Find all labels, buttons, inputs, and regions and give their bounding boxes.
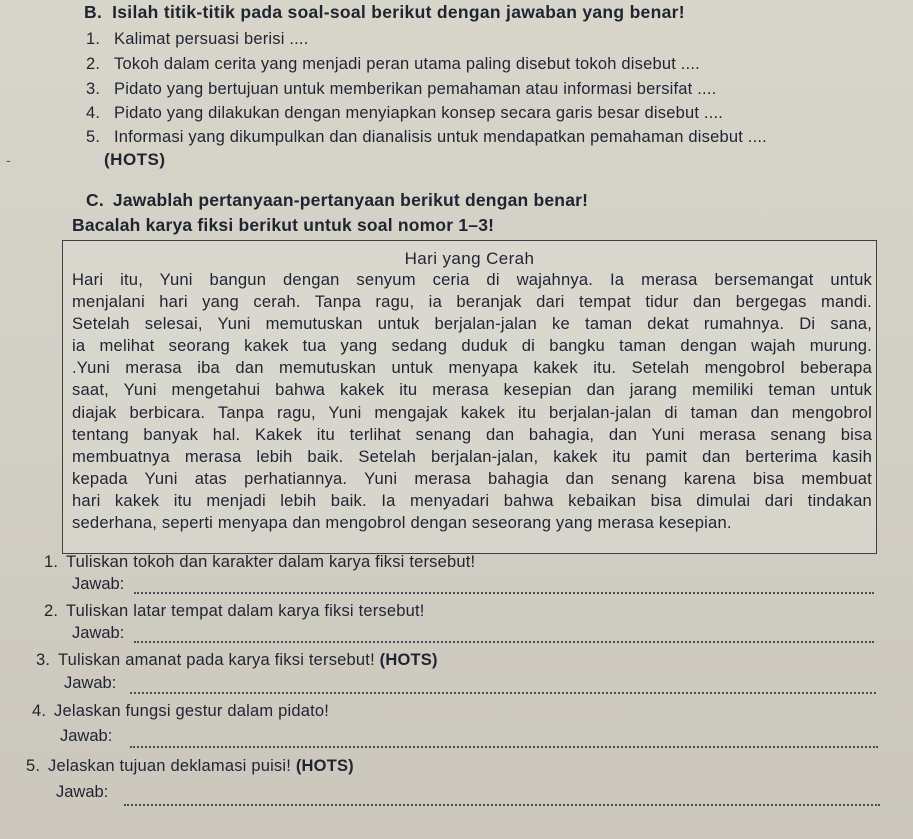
question-text: Jelaskan fungsi gestur dalam pidato! xyxy=(54,702,330,720)
story-line: sederhana, seperti menyapa dan mengobrol dengan seseorang yang merasa kesepian. xyxy=(72,513,732,533)
story-line: ia melihat seorang kakek tua yang sedang duduk di bangku taman dengan wajah murung. xyxy=(72,336,872,356)
question-text: Tuliskan latar tempat dalam karya fiksi tersebut! xyxy=(66,602,425,620)
answer-label: Jawab: xyxy=(72,624,125,642)
margin-dash-mark: - xyxy=(6,152,11,168)
item-text: Pidato yang bertujuan untuk memberikan pemahaman atau informasi bersifat .... xyxy=(114,80,717,98)
hots-label: (HOTS) xyxy=(295,757,354,775)
question-number: 4. xyxy=(32,702,47,720)
section-b-item-5 xyxy=(86,128,767,147)
section-b-item-1 xyxy=(86,30,309,49)
item-number: 2. xyxy=(86,55,101,73)
section-c-heading-text: Jawablah pertanyaan-pertanyaan berikut dengan benar! xyxy=(112,190,589,210)
hots-label: (HOTS) xyxy=(104,150,166,169)
hots-label: (HOTS) xyxy=(379,651,438,669)
question-number: 1. xyxy=(44,553,59,571)
item-number: 5. xyxy=(86,128,101,146)
story-title: Hari yang Cerah xyxy=(404,249,535,268)
question-text: Jelaskan tujuan deklamasi puisi! xyxy=(48,757,292,775)
question-number: 2. xyxy=(44,602,59,620)
question-number: 5. xyxy=(26,757,41,775)
story-line: saat, Yuni mengetahui bahwa kakek itu merasa kesepian dan jarang memiliki teman untuk xyxy=(72,380,872,400)
section-c-letter: C. xyxy=(86,190,104,210)
story-text xyxy=(72,269,872,534)
section-c-heading xyxy=(86,190,588,211)
item-number: 1. xyxy=(86,30,101,48)
section-b-item-3 xyxy=(86,80,716,99)
story-line: kepada Yuni atas perhatiannya. Yuni merasa bahagia dan senang karena bisa membuat xyxy=(72,468,872,488)
answer-line-3[interactable] xyxy=(130,692,876,694)
section-c-question-3 xyxy=(36,651,438,670)
story-line: .Yuni merasa iba dan memutuskan untuk menyapa kakek itu. Setelah mengobrol beberapa xyxy=(72,358,872,378)
story-line: Setelah selesai, Yuni memutuskan untuk berjalan-jalan ke taman dekat rumahnya. Di sana, xyxy=(72,314,872,334)
story-line: tentang banyak hal. Kakek itu terlihat senang dan bahagia, dan Yuni merasa senang bisa xyxy=(72,424,872,444)
story-line: hari kakek itu menjadi lebih baik. Ia menyadari bahwa kebaikan bisa dimulai dari tindakan xyxy=(72,490,872,510)
story-line: menjalani hari yang cerah. Tanpa ragu, ia beranjak dari tempat tidur dan bergegas mandi. xyxy=(72,292,872,312)
story-line: diajak berbicara. Tanpa ragu, Yuni mengajak kakek itu berjalan-jalan di taman dan mengobrol xyxy=(72,402,872,422)
item-number: 3. xyxy=(86,80,101,98)
section-b-item-4 xyxy=(86,104,723,123)
section-b-heading xyxy=(84,2,685,23)
answer-label: Jawab: xyxy=(72,575,125,593)
item-text: Pidato yang dilakukan dengan menyiapkan konsep secara garis besar disebut .... xyxy=(114,104,724,122)
section-c-question-5 xyxy=(26,757,354,776)
question-text: Tuliskan amanat pada karya fiksi tersebut! xyxy=(58,651,375,669)
answer-line-4[interactable] xyxy=(130,746,878,748)
story-box xyxy=(62,240,877,554)
story-line: Hari itu, Yuni bangun dengan senyum ceria di wajahnya. Ia merasa bersemangat untuk xyxy=(72,270,872,289)
item-text: Informasi yang dikumpulkan dan dianalisis untuk mendapatkan pemahaman disebut .... xyxy=(114,128,767,146)
answer-line-5[interactable] xyxy=(124,804,880,806)
answer-label: Jawab: xyxy=(64,674,117,692)
question-number: 3. xyxy=(36,651,51,669)
answer-line-1[interactable] xyxy=(134,592,874,594)
answer-line-2[interactable] xyxy=(134,641,874,643)
item-text: Kalimat persuasi berisi .... xyxy=(114,30,309,48)
answer-label: Jawab: xyxy=(60,727,113,745)
question-text: Tuliskan tokoh dan karakter dalam karya fiksi tersebut! xyxy=(66,553,476,571)
section-c-question-4 xyxy=(32,702,329,721)
item-number: 4. xyxy=(86,104,101,122)
section-b-item-2 xyxy=(86,55,700,74)
item-text: Tokoh dalam cerita yang menjadi peran utama paling disebut tokoh disebut .... xyxy=(114,55,700,73)
section-b-heading-text: Isilah titik-titik pada soal-soal berikut dengan jawaban yang benar! xyxy=(112,2,685,22)
answer-label: Jawab: xyxy=(56,783,109,801)
story-line: membuatnya merasa lebih baik. Setelah berjalan-jalan, kakek itu pamit dan berterima kasih xyxy=(72,446,872,466)
section-c-question-2 xyxy=(44,602,425,621)
section-c-subheading: Bacalah karya fiksi berikut untuk soal nomor 1–3! xyxy=(72,215,495,235)
section-b-letter: B. xyxy=(84,2,103,22)
section-c-question-1 xyxy=(44,553,475,572)
